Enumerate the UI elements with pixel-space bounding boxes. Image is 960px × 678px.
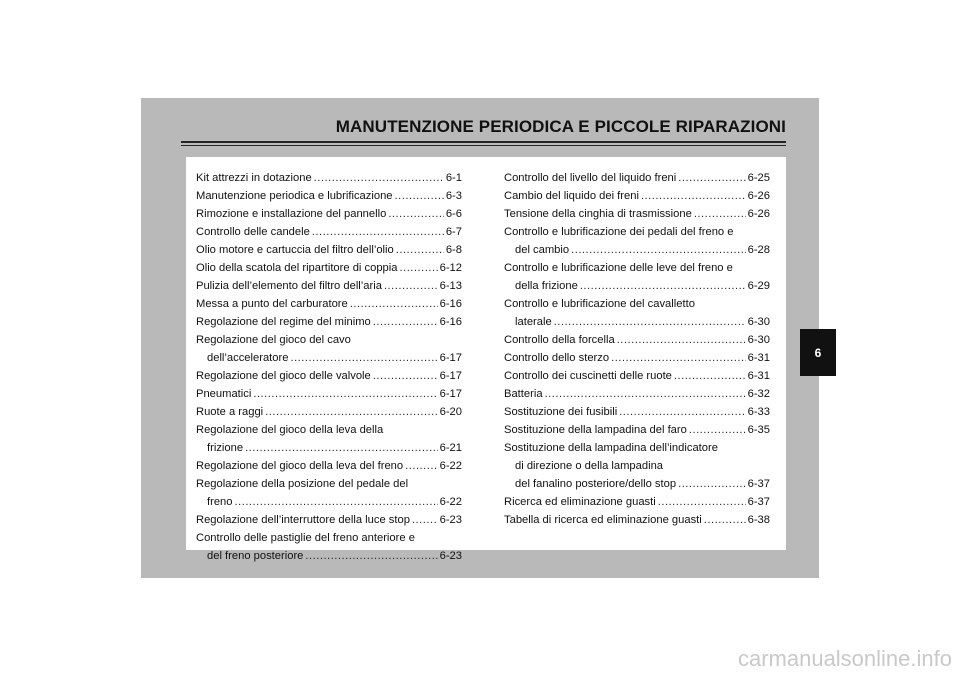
toc-entry-text: Olio motore e cartuccia del filtro dell’olio [196,244,394,256]
toc-entry-text: del cambio [515,244,570,256]
dot-leader [571,241,745,259]
toc-entry-text: Controllo del livello del liquido freni [504,172,677,184]
toc-entry[interactable] [196,169,462,187]
toc-entry-text: Regolazione del gioco delle valvole [196,370,371,382]
toc-page-number: 6-30 [747,316,770,328]
toc-page-number: 6-17 [439,352,462,364]
toc-entry-text: del freno posteriore [207,550,304,562]
dot-leader [611,349,746,367]
dot-leader [545,385,746,403]
dot-leader [350,295,438,313]
toc-entry[interactable] [196,187,462,205]
title-rule [181,141,786,143]
toc-entry-text: del fanalino posteriore/dello stop [515,478,677,490]
toc-page-number: 6-6 [445,208,462,220]
toc-entry[interactable] [196,205,462,223]
toc-page-number: 6-16 [439,298,462,310]
toc-entry[interactable] [196,421,462,457]
toc-page-number: 6-28 [747,244,770,256]
dot-leader [412,511,438,529]
dot-leader [674,367,746,385]
toc-entry-text: Batteria [504,388,543,400]
toc-entry[interactable] [196,385,462,403]
dot-leader [314,169,444,187]
toc-entry[interactable] [504,259,770,295]
toc-page-number: 6-12 [439,262,462,274]
toc-page-number: 6-38 [747,514,770,526]
toc-entry[interactable] [504,331,770,349]
dot-leader [253,385,437,403]
toc-page-number: 6-37 [747,496,770,508]
toc-entry-text: della frizione [515,280,578,292]
toc-entry-text: Olio della scatola del ripartitore di coppia [196,262,398,274]
toc-entry-text: Manutenzione periodica e lubrificazione [196,190,393,202]
toc-entry-text: Regolazione dell’interruttore della luce stop [196,514,410,526]
toc-page-number: 6-7 [445,226,462,238]
toc-entry-text: Sostituzione della lampadina del faro [504,424,687,436]
dot-leader [554,313,746,331]
dot-leader [395,187,444,205]
toc-entry[interactable] [504,439,770,493]
toc-entry-text: Controllo delle pastiglie del freno anteriore e [196,532,415,544]
toc-entry-text: dell’acceleratore [207,352,289,364]
toc-entry[interactable] [504,403,770,421]
toc-entry[interactable] [196,277,462,295]
toc-page-number: 6-17 [439,388,462,400]
dot-leader [312,223,444,241]
toc-page-number: 6-23 [439,550,462,562]
toc-entry[interactable] [504,511,770,529]
dot-leader [617,331,746,349]
toc-page-number: 6-33 [747,406,770,418]
toc-entry-text: Pneumatici [196,388,252,400]
toc-entry-text: Regolazione del gioco del cavo [196,334,351,346]
toc-entry[interactable] [504,169,770,187]
dot-leader [399,259,437,277]
toc-entry[interactable] [196,331,462,367]
dot-leader [373,367,438,385]
toc-entry[interactable] [196,367,462,385]
toc-entry-text: Ruote a raggi [196,406,264,418]
toc-entry-text: Sostituzione dei fusibili [504,406,618,418]
toc-page-number: 6-3 [445,190,462,202]
toc-entry-text: Rimozione e installazione del pannello [196,208,387,220]
toc-page-number: 6-32 [747,388,770,400]
toc-page-number: 6-8 [445,244,462,256]
toc-entry[interactable] [504,421,770,439]
toc-page-number: 6-13 [439,280,462,292]
toc-entry[interactable] [196,241,462,259]
toc-entry-text: freno [207,496,233,508]
toc-entry[interactable] [196,475,462,511]
dot-leader [704,511,746,529]
toc-entry-text: Messa a punto del carburatore [196,298,348,310]
toc-page-number: 6-20 [439,406,462,418]
dot-leader [245,439,438,457]
toc-entry-text: Pulizia dell’elemento del filtro dell’aria [196,280,382,292]
toc-page-number: 6-29 [747,280,770,292]
toc-entry-text: Controllo delle candele [196,226,310,238]
toc-entry-text: Sostituzione della lampadina dell’indicatore [504,442,718,454]
toc-page-number: 6-22 [439,460,462,472]
toc-entry[interactable] [196,457,462,475]
toc-entry-text: Controllo della forcella [504,334,615,346]
toc-page-number: 6-31 [747,352,770,364]
toc-page-number: 6-26 [747,190,770,202]
toc-entry-text: frizione [207,442,244,454]
dot-leader [373,313,438,331]
toc-entry-text: Tensione della cinghia di trasmissione [504,208,692,220]
toc-page-number: 6-17 [439,370,462,382]
toc-entry[interactable] [504,187,770,205]
toc-entry[interactable] [504,493,770,511]
toc-entry[interactable] [504,205,770,223]
toc-entry[interactable] [504,295,770,331]
dot-leader [689,421,746,439]
toc-entry[interactable] [504,349,770,367]
dot-leader [678,169,745,187]
toc-entry[interactable] [504,367,770,385]
toc-entry-text: Regolazione del gioco della leva della [196,424,384,436]
dot-leader [694,205,746,223]
toc-page-number: 6-21 [439,442,462,454]
dot-leader [290,349,437,367]
toc-entry[interactable] [504,385,770,403]
toc-entry-text: Regolazione del regime del minimo [196,316,371,328]
toc-entry-text: Controllo e lubrificazione del cavalletto [504,298,695,310]
dot-leader [658,493,746,511]
toc-column-right [504,169,770,529]
toc-page-number: 6-26 [747,208,770,220]
dot-leader [641,187,746,205]
toc-entry-text: laterale [515,316,552,328]
toc-page-number: 6-22 [439,496,462,508]
toc-page-number: 6-16 [439,316,462,328]
toc-entry[interactable] [196,511,462,529]
dot-leader [265,403,437,421]
dot-leader [396,241,444,259]
chapter-number: 6 [814,345,822,360]
toc-entry[interactable] [196,259,462,277]
toc-entry-text: di direzione o della lampadina [515,460,664,472]
page-title: MANUTENZIONE PERIODICA E PICCOLE RIPARAZIONI [335,117,786,136]
toc-page-number: 6-25 [747,172,770,184]
dot-leader [235,493,438,511]
toc-entry[interactable] [196,295,462,313]
toc-entry-text: Controllo e lubrificazione dei pedali del freno e [504,226,734,238]
dot-leader [384,277,438,295]
toc-entry-text: Ricerca ed eliminazione guasti [504,496,656,508]
toc-entry[interactable] [196,403,462,421]
dot-leader [678,475,746,493]
toc-entry-text: Kit attrezzi in dotazione [196,172,312,184]
dot-leader [405,457,437,475]
toc-entry[interactable] [196,313,462,331]
toc-entry-text: Regolazione del gioco della leva del freno [196,460,404,472]
toc-page-number: 6-31 [747,370,770,382]
toc-entry[interactable] [504,223,770,259]
toc-entry-text: Regolazione della posizione del pedale del [196,478,409,490]
toc-page-number: 6-23 [439,514,462,526]
toc-entry-text: Controllo dei cuscinetti delle ruote [504,370,672,382]
chapter-tab[interactable] [800,329,836,376]
dot-leader [619,403,745,421]
toc-entry[interactable] [196,529,462,565]
toc-page-number: 6-37 [747,478,770,490]
toc-column-left [196,169,462,565]
toc-page-number: 6-35 [747,424,770,436]
dot-leader [388,205,444,223]
toc-entry-text: Controllo dello sterzo [504,352,610,364]
toc-entry-text: Tabella di ricerca ed eliminazione guasti [504,514,702,526]
toc-page-number: 6-30 [747,334,770,346]
toc-page-number: 6-1 [445,172,462,184]
toc-entry[interactable] [196,223,462,241]
watermark: carmanualsonline.info [737,646,952,671]
dot-leader [580,277,746,295]
title-rule-thin [181,145,786,146]
toc-entry-text: Controllo e lubrificazione delle leve del freno e [504,262,733,274]
toc-entry-text: Cambio del liquido dei freni [504,190,639,202]
dot-leader [305,547,437,565]
